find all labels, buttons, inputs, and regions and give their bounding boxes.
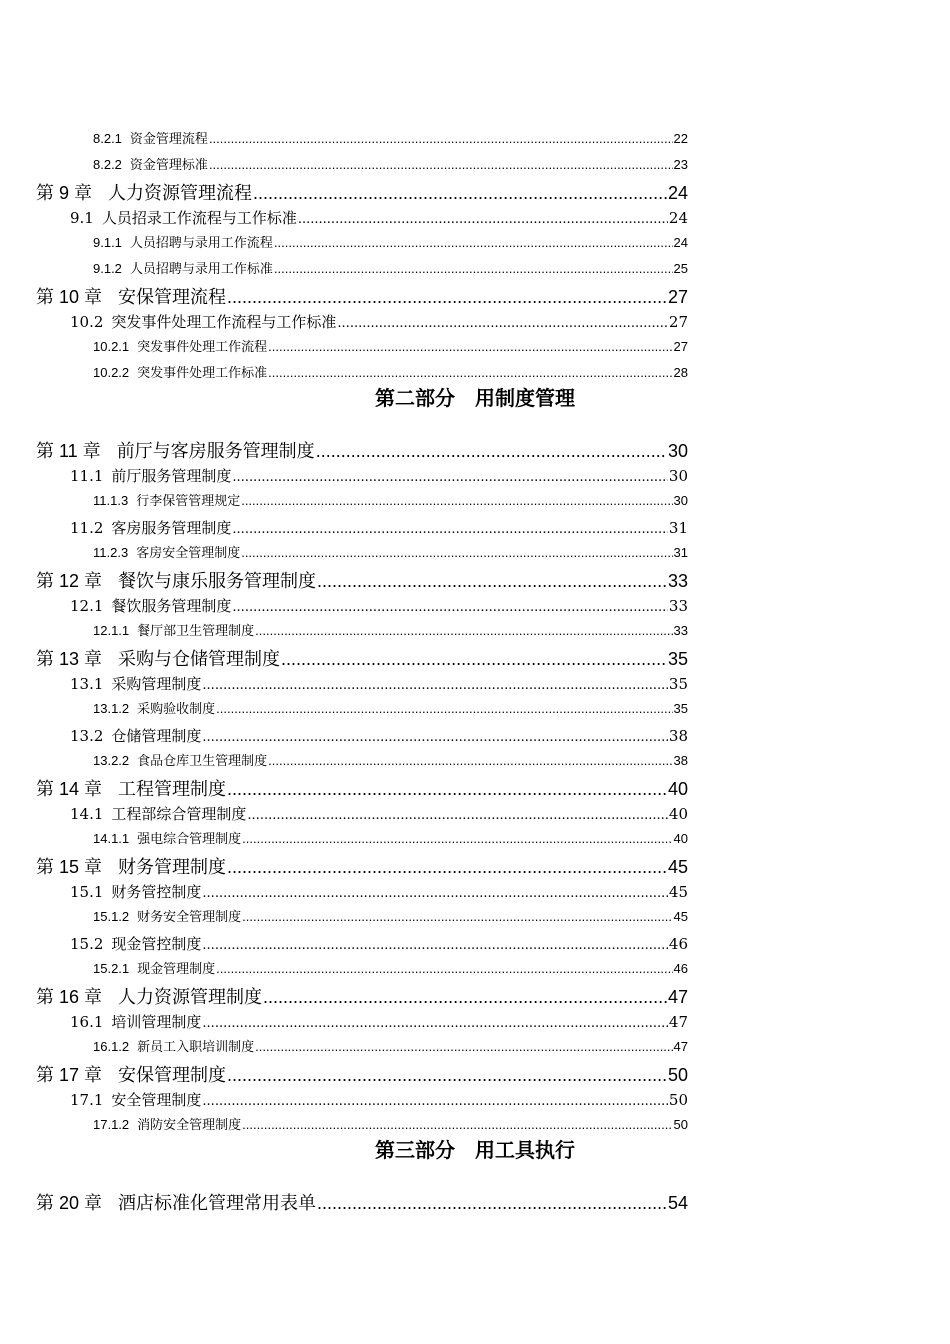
toc-subsection-entry[interactable] <box>93 620 688 642</box>
toc-entry-title: 现金管理制度 <box>137 961 216 976</box>
toc-entry-label <box>93 1114 241 1136</box>
dot-leader <box>337 312 667 334</box>
toc-page-number: 25 <box>673 261 688 276</box>
toc-page-number: 38 <box>668 727 688 745</box>
toc-subsection-entry[interactable] <box>93 1036 688 1058</box>
toc-entry-number: 8.2.1 <box>93 131 122 146</box>
dot-leader <box>242 1114 672 1136</box>
dot-leader <box>242 906 672 928</box>
toc-entry-label <box>70 932 201 956</box>
toc-entry-title: 客房安全管理制度 <box>136 545 241 560</box>
toc-entry-title: 安保管理制度 <box>118 1065 227 1085</box>
toc-entry-number: 9.1.2 <box>93 261 122 276</box>
toc-entry-title: 餐厅部卫生管理制度 <box>137 623 255 638</box>
toc-entry-label <box>93 490 240 512</box>
toc-entry-title: 采购与仓储管理制度 <box>118 649 281 669</box>
toc-entry-number: 第 10 章 <box>36 287 103 307</box>
dot-leader <box>298 208 668 230</box>
dot-leader <box>255 1036 672 1058</box>
toc-page-number: 45 <box>668 883 688 901</box>
toc-subsection-entry[interactable] <box>93 1114 688 1136</box>
toc-entry-number: 13.1 <box>70 675 104 693</box>
toc-entry-label <box>93 128 208 150</box>
toc-entry-title: 前厅服务管理制度 <box>111 467 232 485</box>
toc-entry-number: 11.2 <box>70 519 104 537</box>
toc-entry-label <box>93 620 254 642</box>
toc-entry-number: 15.2.1 <box>93 961 130 976</box>
toc-entry-label <box>93 362 267 384</box>
toc-entry-title: 餐饮服务管理制度 <box>111 597 232 615</box>
toc-entry-title: 工程管理制度 <box>118 779 227 799</box>
part-heading: 第二部分 用制度管理 <box>375 386 575 410</box>
toc-entry-title: 财务管控制度 <box>111 883 202 901</box>
toc-entry-number: 17.1.2 <box>93 1117 130 1132</box>
toc-entry-title: 新员工入职培训制度 <box>137 1039 255 1054</box>
dot-leader <box>317 568 667 594</box>
toc-entry-title: 人力资源管理流程 <box>108 183 253 203</box>
toc-entry-label <box>36 180 252 206</box>
toc-entry-number: 第 13 章 <box>36 649 103 669</box>
toc-subsection-entry[interactable] <box>93 958 688 980</box>
dot-leader <box>227 1062 667 1088</box>
toc-entry-label <box>93 698 215 720</box>
toc-entry-number: 16.1 <box>70 1013 104 1031</box>
toc-page-number: 40 <box>673 831 688 846</box>
toc-page-number: 27 <box>667 287 688 307</box>
toc-page-number: 30 <box>673 493 688 508</box>
toc-page-number: 27 <box>673 339 688 354</box>
toc-entry-title: 人员招录工作流程与工作标准 <box>101 209 297 227</box>
toc-page-number: 47 <box>668 1013 688 1031</box>
dot-leader <box>202 674 667 696</box>
toc-page-number: 33 <box>668 597 688 615</box>
toc-entry-label <box>70 1010 201 1034</box>
toc-entry-number: 8.2.2 <box>93 157 122 172</box>
toc-section-entry[interactable] <box>70 880 688 904</box>
toc-entry-number: 第 14 章 <box>36 779 103 799</box>
toc-page-number: 45 <box>673 909 688 924</box>
dot-leader <box>247 804 667 826</box>
toc-subsection-entry[interactable] <box>93 490 688 512</box>
toc-chapter-entry[interactable] <box>36 984 688 1010</box>
dot-leader <box>202 934 667 956</box>
toc-page-number: 46 <box>673 961 688 976</box>
toc-entry-title: 资金管理流程 <box>129 131 208 146</box>
toc-entry-number: 12.1 <box>70 597 104 615</box>
toc-entry-label <box>70 464 231 488</box>
toc-entry-label <box>93 154 208 176</box>
toc-entry-label <box>36 646 280 672</box>
toc-section-entry[interactable] <box>70 672 688 696</box>
dot-leader <box>202 1012 667 1034</box>
toc-page-number: 35 <box>667 649 688 669</box>
toc-section-entry[interactable] <box>70 516 688 540</box>
toc-subsection-entry[interactable] <box>93 828 688 850</box>
toc-entry-label <box>93 906 241 928</box>
toc-entry-label <box>36 568 316 594</box>
dot-leader <box>241 490 672 512</box>
toc-entry-title: 客房服务管理制度 <box>111 519 232 537</box>
toc-entry-number: 13.1.2 <box>93 701 130 716</box>
toc-page-number: 35 <box>668 675 688 693</box>
toc-entry-label <box>70 594 231 618</box>
toc-entry-number: 15.1.2 <box>93 909 130 924</box>
toc-page-number: 24 <box>673 235 688 250</box>
toc-entry-label <box>36 776 226 802</box>
dot-leader <box>232 466 667 488</box>
toc-entry-title: 人力资源管理制度 <box>118 987 263 1007</box>
toc-subsection-entry[interactable] <box>93 232 688 254</box>
toc-entry-title: 突发事件处理工作流程 <box>137 339 268 354</box>
toc-entry-number: 12.1.1 <box>93 623 130 638</box>
toc-page-number: 50 <box>667 1065 688 1085</box>
toc-section-entry[interactable] <box>70 1010 688 1034</box>
dot-leader <box>253 180 667 206</box>
toc-page-number: 33 <box>667 571 688 591</box>
toc-subsection-entry[interactable] <box>93 128 688 150</box>
toc-entry-number: 9.1.1 <box>93 235 122 250</box>
toc-page-number: 46 <box>668 935 688 953</box>
dot-leader <box>317 1190 667 1216</box>
toc-entry-title: 财务安全管理制度 <box>137 909 242 924</box>
toc-entry-label <box>93 828 241 850</box>
toc-entry-number: 11.2.3 <box>93 545 129 560</box>
toc-section-entry[interactable] <box>70 206 688 230</box>
toc-entry-label <box>93 336 267 358</box>
toc-page-number: 54 <box>667 1193 688 1213</box>
toc-entry-number: 10.2.1 <box>93 339 130 354</box>
toc-section-entry[interactable] <box>70 724 688 748</box>
dot-leader <box>268 750 672 772</box>
dot-leader <box>268 336 672 358</box>
toc-entry-title: 餐饮与康乐服务管理制度 <box>118 571 317 591</box>
toc-section-entry[interactable] <box>70 932 688 956</box>
toc-entry-number: 第 11 章 <box>36 441 101 461</box>
toc-page-number: 30 <box>668 467 688 485</box>
toc-entry-number: 17.1 <box>70 1091 104 1109</box>
dot-leader <box>202 1090 667 1112</box>
toc-entry-label <box>70 724 201 748</box>
toc-entry-label <box>36 984 262 1010</box>
toc-entry-title: 消防安全管理制度 <box>137 1117 242 1132</box>
toc-section-entry[interactable] <box>70 802 688 826</box>
toc-entry-title: 酒店标准化管理常用表单 <box>118 1193 317 1213</box>
dot-leader <box>227 284 667 310</box>
toc-entry-label <box>36 1062 226 1088</box>
toc-entry-number: 14.1 <box>70 805 104 823</box>
toc-subsection-entry[interactable] <box>93 698 688 720</box>
toc-entry-label <box>70 802 246 826</box>
toc-entry-number: 第 9 章 <box>36 183 93 203</box>
toc-page-number: 47 <box>667 987 688 1007</box>
toc-page-number: 50 <box>668 1091 688 1109</box>
toc-entry-number: 10.2.2 <box>93 365 130 380</box>
dot-leader <box>202 726 667 748</box>
toc-entry-label <box>70 516 231 540</box>
toc-entry-label <box>70 206 297 230</box>
toc-page-number: 40 <box>668 805 688 823</box>
toc-entry-number: 11.1.3 <box>93 493 129 508</box>
toc-entry-label <box>93 232 273 254</box>
dot-leader <box>316 438 667 464</box>
toc-page-number: 27 <box>668 313 688 331</box>
toc-entry-title: 突发事件处理工作流程与工作标准 <box>111 313 337 331</box>
toc-entry-title: 仓储管理制度 <box>111 727 202 745</box>
toc-page-number: 50 <box>673 1117 688 1132</box>
toc-chapter-entry[interactable] <box>36 180 688 206</box>
toc-chapter-entry[interactable] <box>36 776 688 802</box>
toc-page-number: 38 <box>673 753 688 768</box>
toc-subsection-entry[interactable] <box>93 750 688 772</box>
toc-page-number: 47 <box>673 1039 688 1054</box>
toc-section-entry[interactable] <box>70 594 688 618</box>
dot-leader <box>216 958 672 980</box>
toc-entry-title: 财务管理制度 <box>118 857 227 877</box>
toc-entry-label <box>93 750 267 772</box>
toc-page-number: 23 <box>673 157 688 172</box>
dot-leader <box>216 698 672 720</box>
toc-entry-title: 强电综合管理制度 <box>137 831 242 846</box>
dot-leader <box>202 882 667 904</box>
toc-page-number: 31 <box>668 519 688 537</box>
toc-page-number: 45 <box>667 857 688 877</box>
toc-page-number: 22 <box>673 131 688 146</box>
toc-entry-title: 行李保管管理规定 <box>136 493 241 508</box>
toc-subsection-entry[interactable] <box>93 336 688 358</box>
toc-entry-label <box>70 1088 201 1112</box>
toc-entry-number: 第 20 章 <box>36 1193 103 1213</box>
toc-section-entry[interactable] <box>70 1088 688 1112</box>
toc-entry-number: 第 17 章 <box>36 1065 103 1085</box>
toc-entry-title: 人员招聘与录用工作标准 <box>129 261 273 276</box>
dot-leader <box>274 232 673 254</box>
toc-entry-title: 采购管理制度 <box>111 675 202 693</box>
toc-subsection-entry[interactable] <box>93 906 688 928</box>
toc-entry-title: 现金管控制度 <box>111 935 202 953</box>
toc-chapter-entry[interactable] <box>36 1190 688 1216</box>
toc-entry-number: 13.2 <box>70 727 104 745</box>
toc-entry-label <box>93 258 273 280</box>
toc-page-number: 24 <box>667 183 688 203</box>
dot-leader <box>263 984 667 1010</box>
dot-leader <box>227 854 667 880</box>
toc-chapter-entry[interactable] <box>36 1062 688 1088</box>
toc-page-number: 35 <box>673 701 688 716</box>
dot-leader <box>209 154 673 176</box>
toc-chapter-entry[interactable] <box>36 568 688 594</box>
toc-entry-label <box>36 854 226 880</box>
dot-leader <box>209 128 673 150</box>
toc-subsection-entry[interactable] <box>93 362 688 384</box>
toc-chapter-entry[interactable] <box>36 438 688 464</box>
toc-section-entry[interactable] <box>70 464 688 488</box>
toc-entry-number: 第 16 章 <box>36 987 103 1007</box>
toc-subsection-entry[interactable] <box>93 154 688 176</box>
toc-entry-label <box>93 1036 254 1058</box>
toc-entry-title: 人员招聘与录用工作流程 <box>129 235 273 250</box>
toc-page-number: 24 <box>668 209 688 227</box>
toc-entry-number: 15.1 <box>70 883 104 901</box>
toc-entry-number: 11.1 <box>70 467 104 485</box>
toc-entry-number: 第 15 章 <box>36 857 103 877</box>
toc-entry-label <box>36 284 226 310</box>
dot-leader <box>274 258 673 280</box>
dot-leader <box>227 776 667 802</box>
toc-page-number: 33 <box>673 623 688 638</box>
toc-subsection-entry[interactable] <box>93 258 688 280</box>
toc-entry-title: 安保管理流程 <box>118 287 227 307</box>
dot-leader <box>268 362 672 384</box>
dot-leader <box>232 518 667 540</box>
toc-entry-number: 15.2 <box>70 935 104 953</box>
toc-entry-title: 工程部综合管理制度 <box>111 805 247 823</box>
toc-page-number: 31 <box>673 545 688 560</box>
toc-entry-number: 9.1 <box>70 209 94 227</box>
dot-leader <box>255 620 672 642</box>
toc-entry-title: 食品仓库卫生管理制度 <box>137 753 268 768</box>
toc-entry-label <box>93 958 215 980</box>
toc-entry-title: 突发事件处理工作标准 <box>137 365 268 380</box>
toc-entry-number: 第 12 章 <box>36 571 103 591</box>
toc-section-entry[interactable] <box>70 310 688 334</box>
toc-entry-title: 采购验收制度 <box>137 701 216 716</box>
toc-page-number: 28 <box>673 365 688 380</box>
toc-entry-label <box>70 880 201 904</box>
dot-leader <box>281 646 667 672</box>
toc-entry-label <box>70 672 201 696</box>
part-heading: 第三部分 用工具执行 <box>375 1138 575 1162</box>
dot-leader <box>241 542 672 564</box>
toc-entry-title: 安全管理制度 <box>111 1091 202 1109</box>
toc-entry-label <box>36 1190 316 1216</box>
toc-page-number: 40 <box>667 779 688 799</box>
dot-leader <box>242 828 672 850</box>
toc-chapter-entry[interactable] <box>36 854 688 880</box>
toc-page-number: 30 <box>667 441 688 461</box>
toc-entry-title: 前厅与客房服务管理制度 <box>116 441 315 461</box>
toc-entry-label <box>70 310 336 334</box>
toc-entry-number: 14.1.1 <box>93 831 130 846</box>
toc-entry-number: 13.2.2 <box>93 753 130 768</box>
toc-entry-title: 培训管理制度 <box>111 1013 202 1031</box>
toc-entry-label <box>93 542 240 564</box>
toc-chapter-entry[interactable] <box>36 284 688 310</box>
toc-chapter-entry[interactable] <box>36 646 688 672</box>
toc-entry-title: 资金管理标准 <box>129 157 208 172</box>
toc-subsection-entry[interactable] <box>93 542 688 564</box>
toc-entry-number: 10.2 <box>70 313 104 331</box>
toc-entry-number: 16.1.2 <box>93 1039 130 1054</box>
dot-leader <box>232 596 667 618</box>
toc-entry-label <box>36 438 315 464</box>
